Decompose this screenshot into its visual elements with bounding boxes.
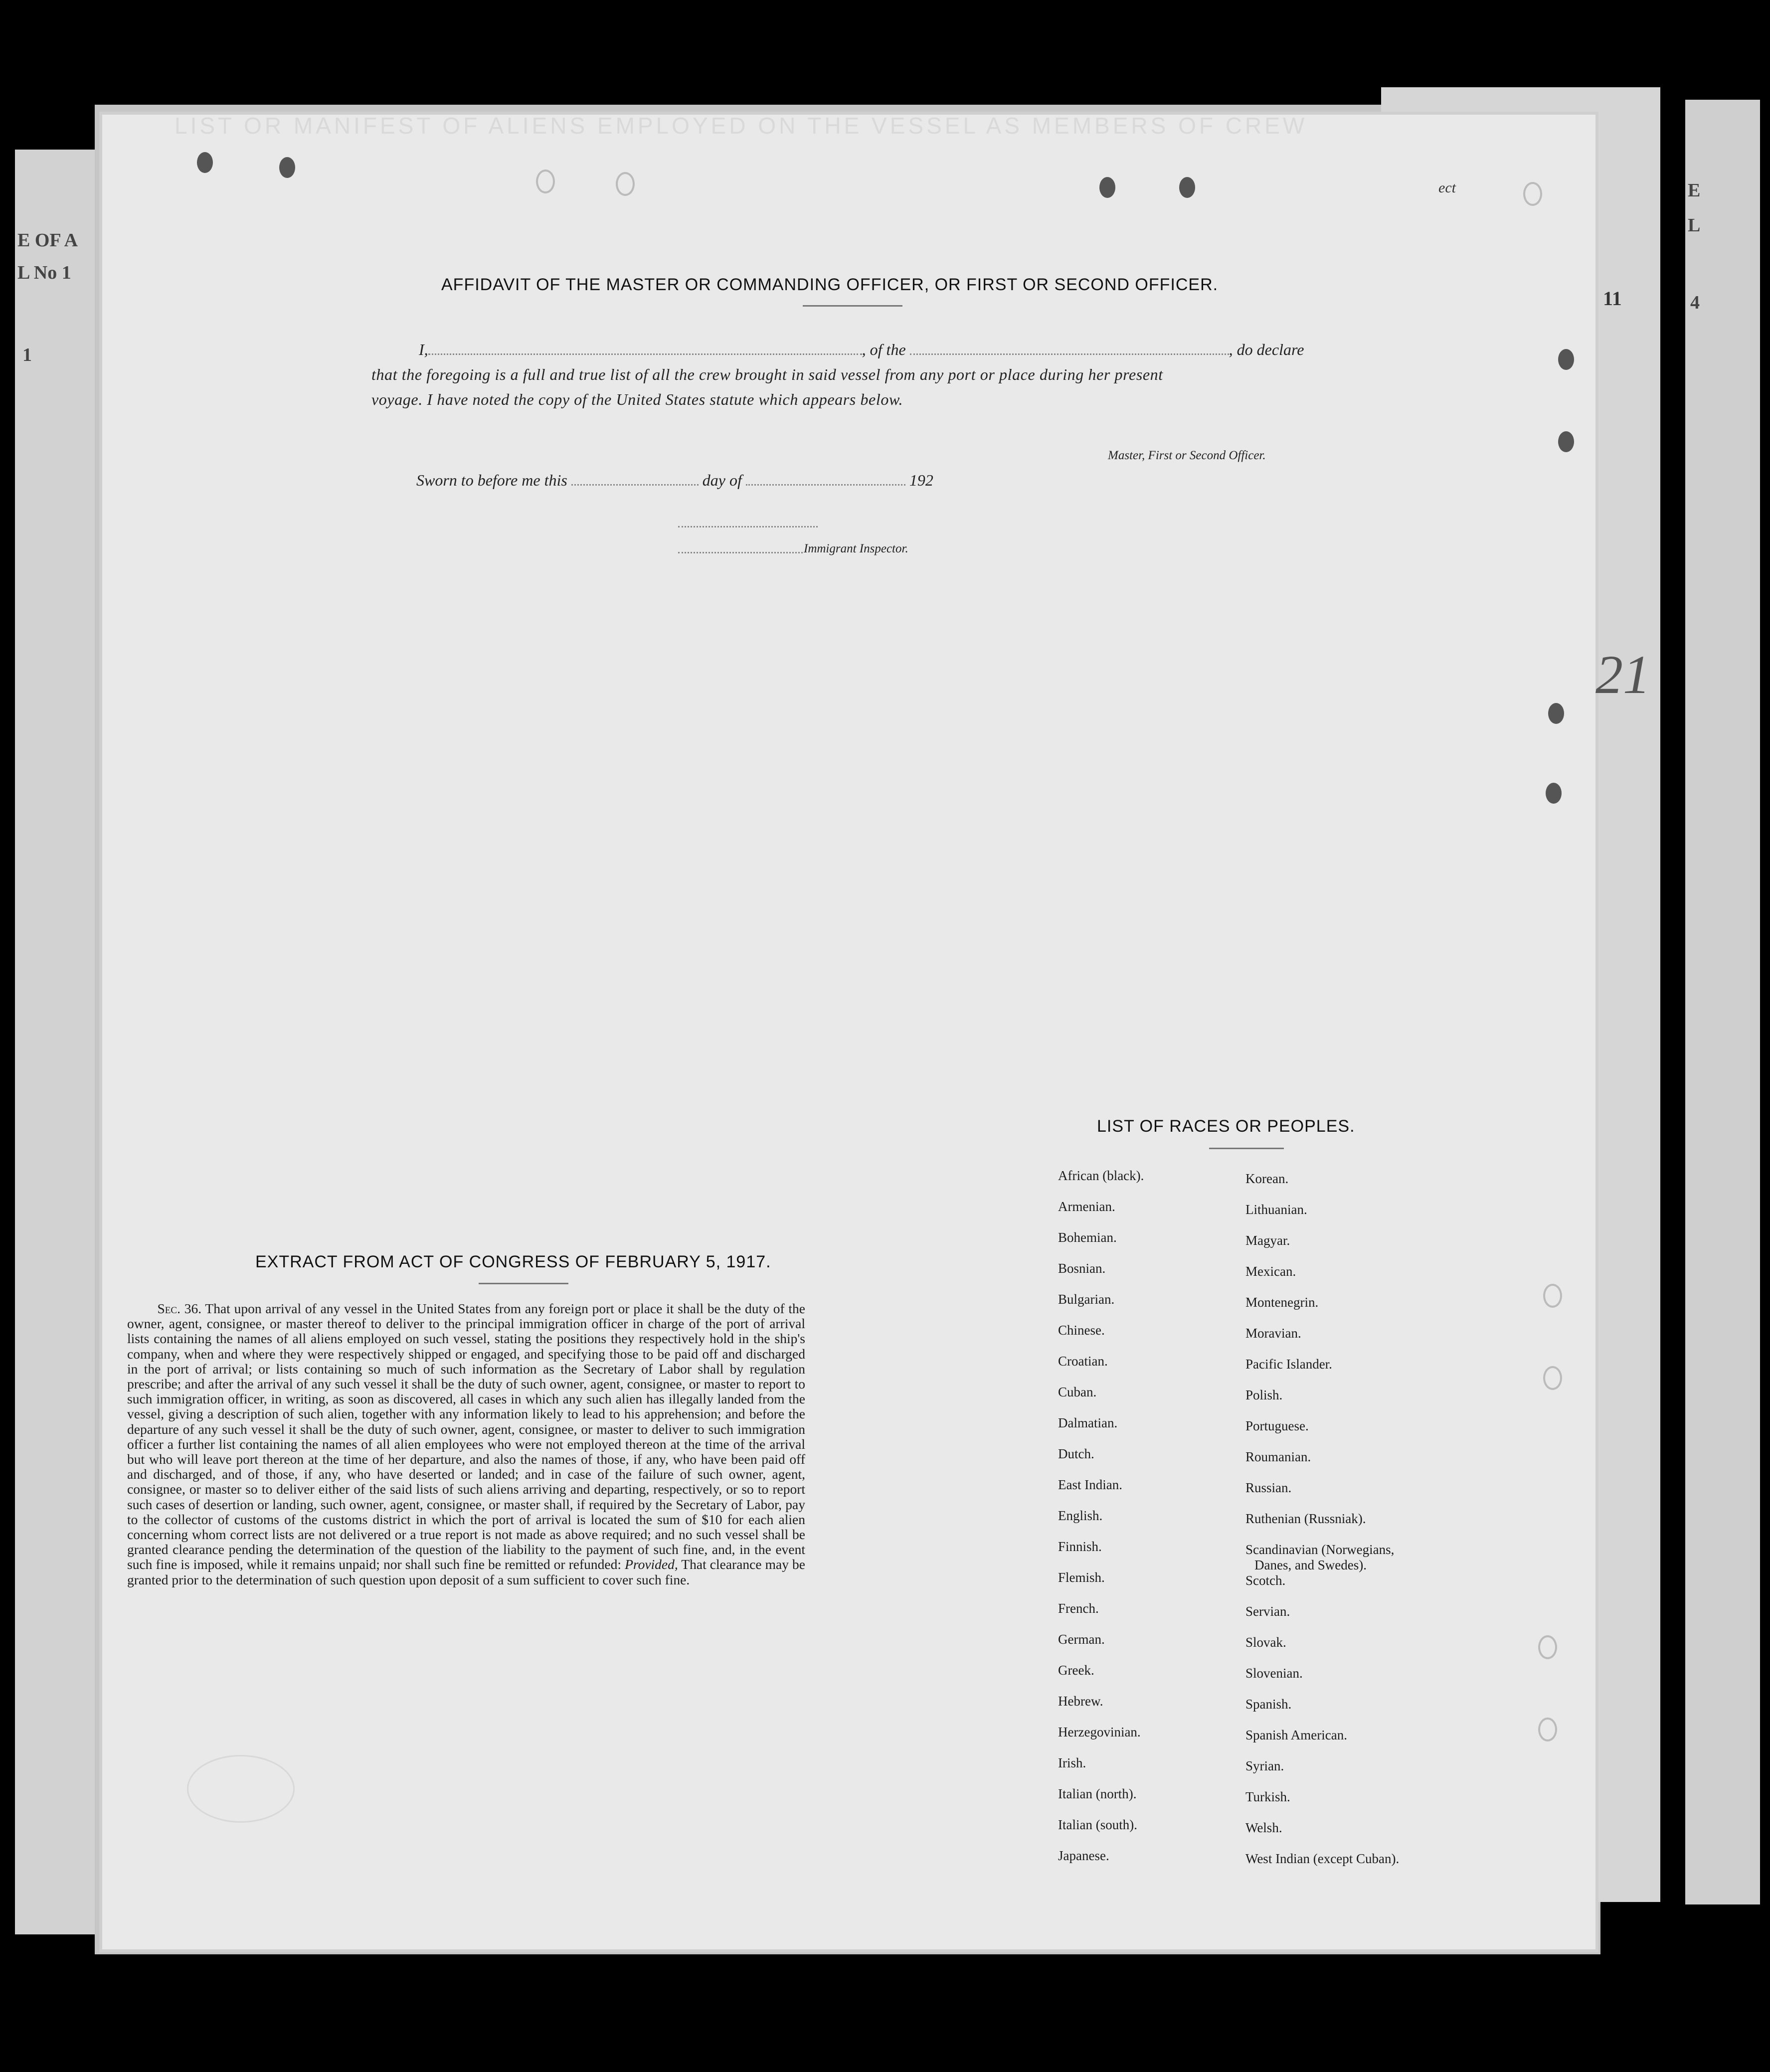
race-item: Pacific Islander. [1245,1357,1332,1372]
inspector-signature-line [678,526,818,527]
divider [1209,1148,1284,1149]
sworn-line [416,471,933,490]
punch-hole-ring [1543,1366,1562,1390]
sworn-year: 192 [909,471,933,489]
affidavit-line-2: that the foregoing is a full and true list of all the crew brought in said vessel from any port or place during her present [371,365,1163,383]
sheet-number: 11 [1603,287,1622,310]
race-item: Slovenian. [1245,1666,1303,1681]
punch-hole-ring [1538,1635,1557,1659]
affidavit-line-3: voyage. I have noted the copy of the United States statute which appears below. [371,390,903,408]
race-item: Armenian. [1058,1199,1115,1214]
statute-text [127,1301,805,1587]
race-item: Lithuanian. [1245,1202,1307,1217]
race-item: Croatian. [1058,1354,1108,1369]
race-item: West Indian (except Cuban). [1245,1851,1400,1866]
race-item: Moravian. [1245,1326,1301,1341]
punch-hole-ring [1523,182,1542,206]
race-item: Italian (north). [1058,1786,1137,1801]
punch-hole-ring [1538,1718,1557,1741]
signature-label: Master, First or Second Officer. [1108,449,1266,462]
left-strip-text-1: E OF A [17,230,78,251]
inspector-label: Immigrant Inspector. [804,542,908,555]
races-left-column [1058,1168,1144,1879]
punch-hole-ring [536,170,555,193]
affidavit-title: AFFIDAVIT OF THE MASTER OR COMMANDING OFFICER, OR FIRST OR SECOND OFFICER. [441,275,1219,294]
race-item: Irish. [1058,1755,1086,1770]
right-strip-text-1: E [1688,180,1701,201]
margin-note: ect [1438,179,1456,196]
race-item: Finnish. [1058,1539,1102,1554]
faint-stamp [187,1755,295,1823]
race-item: Spanish. [1245,1697,1292,1712]
right-adjacent-sheet [1685,100,1760,1904]
race-item: Flemish. [1058,1570,1105,1585]
day-blank [571,484,699,486]
name-blank [428,353,862,355]
statute-body: That upon arrival of any vessel in the United States from any foreign port or place it shall be the duty of the owner, agent, consignee, or master thereof to deliver to the principal immigration officer in charge of the port of arrival lists containing the names of all aliens employed on such vessel, stating the positions they respectively hold in the ship's company, when and where they were respectively shipped or engaged, and specifying those to be paid off and discharged in the port of arrival; or lists containing so much of such information as the Secretary of Labor shall by regulation prescribe; and after the arrival of any such vessel it shall be the duty of such owner, agent, consignee, or master to report to such immigration officer, in writing, as soon as discovered, all cases in which any such alien has illegally landed from the vessel, giving a description of such alien, together with any information likely to lead to his apprehension; and before the departure of any such vessel it shall be the duty of such owner, agent, consignee, or master to deliver to such immigration officer a further list containing the names of all alien employees who were not employed thereon at the time of the arrival but who will leave port thereon at the time of her departure, and also the names of those, if any, who have been paid off and discharged, and of those, if any, who have deserted or landed; and in case of the failure of such owner, agent, consignee, or master so to deliver either of the said lists of such aliens arriving and departing, respectively, or so to report such cases of desertion or landing, such owner, agent, consignee, or master shall, if required by the Secretary of Labor, pay to the collector of customs of the customs district in which the port of arrival is located the sum of $10 for each alien concerning whom correct lists are not delivered or a true report is not made as above required; and no such vessel shall be granted clearance pending the determination of the question of the liability to the payment of such fine, and, in the event such fine is imposed, while it remains unpaid; nor shall such fine be remitted or refunded: [127,1301,805,1572]
race-item: Syrian. [1245,1758,1284,1773]
sworn-prefix: Sworn to before me this [416,471,567,489]
race-item: Roumanian. [1245,1449,1311,1464]
punch-hole [1179,177,1195,198]
race-item: Servian. [1245,1604,1290,1619]
race-item: Scandinavian (Norwegians, [1245,1542,1395,1557]
race-item: East Indian. [1058,1477,1122,1492]
punch-hole-ring [1543,1284,1562,1308]
race-item: Herzegovinian. [1058,1725,1141,1739]
race-item: Cuban. [1058,1384,1097,1399]
race-item: Dutch. [1058,1446,1094,1461]
race-item: German. [1058,1632,1105,1647]
left-strip-text-3: 1 [22,345,32,365]
section-number: Sec. 36. [157,1301,202,1316]
left-adjacent-sheet [15,150,105,1934]
race-item: Slovak. [1245,1635,1286,1650]
statute-body-end: That clearance may be granted prior to the determination of such question upon deposit of a sum sufficient to cover such fine. [127,1556,806,1587]
race-item: Italian (south). [1058,1817,1137,1832]
race-item: Montenegrin. [1245,1295,1319,1310]
extract-title: EXTRACT FROM ACT OF CONGRESS OF FEBRUARY 5, 1917. [255,1252,771,1271]
race-item: Polish. [1245,1387,1283,1402]
punch-hole [1099,177,1115,198]
punch-hole [1558,431,1574,452]
inspector-signature-line [678,552,803,553]
race-item: Bulgarian. [1058,1292,1115,1307]
race-item: Portuguese. [1245,1418,1309,1433]
right-strip-text-2: L [1688,215,1701,236]
race-item: Mexican. [1245,1264,1296,1279]
divider [803,305,902,307]
race-item: Greek. [1058,1663,1094,1678]
race-item: Turkish. [1245,1789,1290,1804]
statute-provided: Provided, [625,1556,678,1572]
race-item: Ruthenian (Russniak). [1245,1511,1366,1526]
race-item: Scotch. [1245,1573,1286,1588]
divider [479,1283,568,1284]
race-item: Dalmatian. [1058,1415,1118,1430]
right-strip-text-3: 4 [1690,292,1700,313]
race-item: Magyar. [1245,1233,1290,1248]
race-item: Chinese. [1058,1323,1105,1338]
vessel-blank [910,353,1229,355]
race-item: Spanish American. [1245,1727,1347,1742]
race-item: Japanese. [1058,1848,1109,1863]
punch-hole [1546,783,1562,804]
races-title: LIST OF RACES OR PEOPLES. [1097,1117,1355,1136]
margin-pencil-mark: 21 [1595,644,1650,705]
race-item: Bohemian. [1058,1230,1117,1245]
races-right-column [1245,1171,1399,1882]
race-item: Hebrew. [1058,1694,1103,1709]
punch-hole [197,152,213,173]
race-item: English. [1058,1508,1103,1523]
race-item: Korean. [1245,1171,1289,1186]
left-strip-text-2: L No 1 [17,262,71,283]
race-item: Welsh. [1245,1820,1282,1835]
month-blank [746,484,905,486]
punch-hole [279,157,295,178]
label-i: I, [419,341,428,358]
race-item: Bosnian. [1058,1261,1106,1276]
affidavit-line-1 [419,341,1304,359]
bleed-through-header: LIST OR MANIFEST OF ALIENS EMPLOYED ON THE VESSEL AS MEMBERS OF CREW [175,113,1308,139]
punch-hole-ring [616,172,635,196]
race-item: Russian. [1245,1480,1292,1495]
race-item-continued: Danes, and Swedes). [1254,1557,1367,1572]
race-item: African (black). [1058,1168,1144,1183]
punch-hole [1558,349,1574,370]
label-do-declare: , do declare [1229,341,1304,358]
punch-hole [1548,703,1564,724]
label-of-the: , of the [862,341,906,358]
sworn-day-of: day of [702,471,742,489]
race-item: French. [1058,1601,1099,1616]
